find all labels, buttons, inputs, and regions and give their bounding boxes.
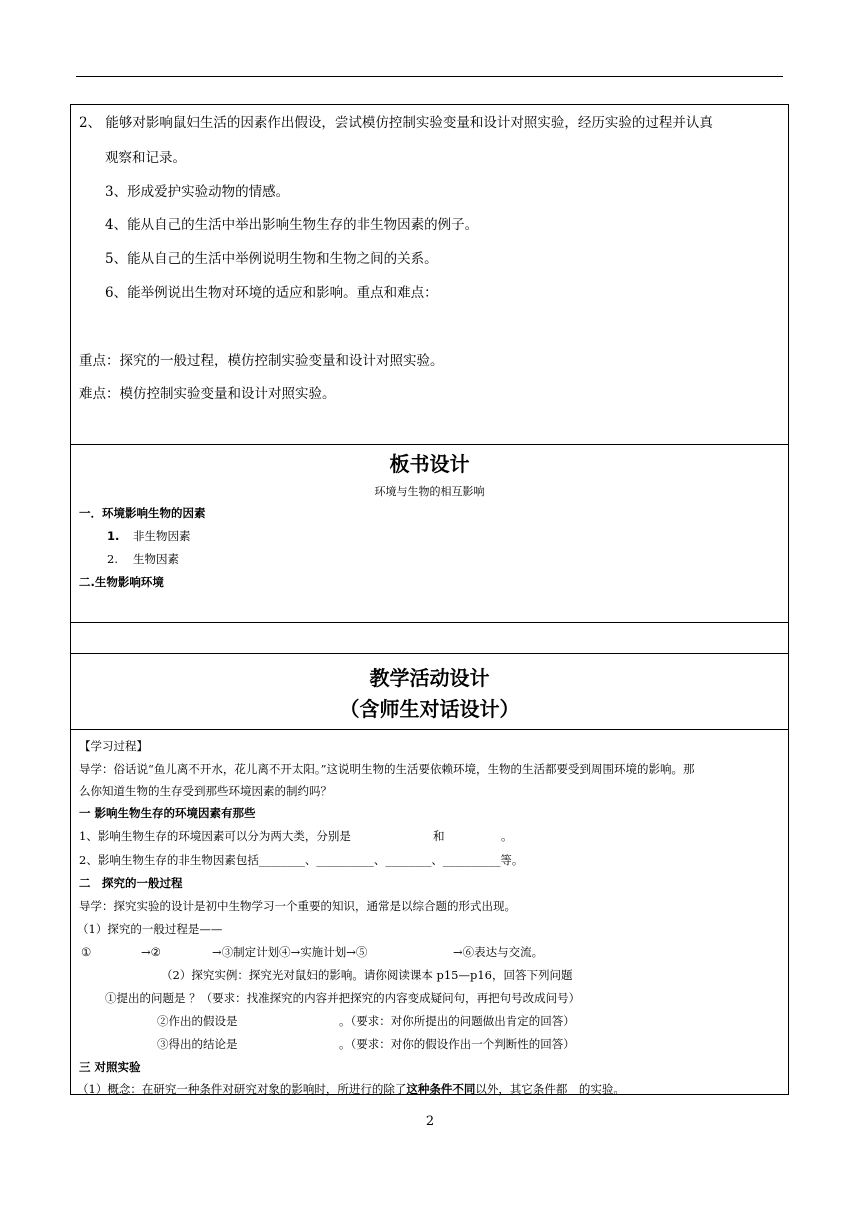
question-c-requirement: 。（要求：对你的假设作出一个判断性的回答）	[339, 1037, 575, 1051]
concept-text-end: 以外，其它条件都 的实验。	[475, 1082, 625, 1096]
divider-activity	[71, 653, 788, 654]
divider-board	[71, 444, 788, 445]
step-3-5: →③制定计划④→实施计划→⑤	[212, 945, 368, 959]
step-2: →②	[141, 945, 161, 959]
board-section1: 一．环境影响生物的因素	[79, 506, 206, 520]
activity-title-line1: 教学活动设计	[369, 666, 490, 690]
header-rule	[76, 76, 783, 77]
question-b: ②作出的假设是	[157, 1014, 238, 1028]
objective-2-line2: 观察和记录。	[105, 150, 186, 166]
question-b-requirement: 。（要求：对你所提出的问题做出肯定的回答）	[339, 1014, 575, 1028]
process-header: 【学习过程】	[79, 739, 148, 753]
section2-question1: （1）探究的一般过程是——	[77, 922, 223, 936]
concept-text: （1）概念：在研究一种条件对研究对象的影响时，所进行的除了	[77, 1082, 407, 1096]
difficulty: 难点：模仿控制实验变量和设计对照实验。	[79, 386, 336, 402]
step-6: →⑥表达与交流。	[453, 945, 544, 959]
step-1: ①	[81, 945, 92, 959]
section1-title: 一 影响生物生存的环境因素有那些	[79, 806, 256, 820]
section3-question1	[77, 1082, 625, 1096]
board-item1-number: 1.	[107, 529, 120, 543]
section3-title: 三 对照实验	[79, 1060, 141, 1074]
process-intro-line2: 么你知道生物的生存受到那些环境因素的制约吗？	[79, 784, 332, 798]
objective-4: 4、能从自己的生活中举出影响生物生存的非生物因素的例子。	[105, 217, 479, 233]
section1-question1: 1、影响生物生存的环境因素可以分为两大类，分别是	[79, 829, 351, 843]
section1-question1-and: 和	[433, 829, 445, 843]
board-item2-number: 2.	[107, 552, 118, 566]
board-section2: 二.生物影响环境	[79, 575, 164, 589]
board-item1: 非生物因素	[133, 529, 191, 543]
key-point: 重点：探究的一般过程，模仿控制实验变量和设计对照实验。	[79, 353, 444, 369]
section2-question2: （2）探究实例：探究光对鼠妇的影响。请你阅读课本 p15—p16，回答下列问题	[161, 968, 573, 982]
section2-title: 二 探究的一般过程	[79, 876, 183, 890]
question-a: ①提出的问题是 ？（要求：找准探究的内容并把探究的内容变成疑问句，再把句号改成问号）	[105, 991, 581, 1005]
process-intro-line1: 导学：俗话说“鱼儿离不开水，花儿离不开太阳。”这说明生物的生活要依赖环境，生物的生活都要受到周围环境的影响。那	[79, 762, 695, 776]
divider-empty-row	[71, 622, 788, 623]
board-item2: 生物因素	[133, 552, 179, 566]
lesson-plan-table	[70, 104, 789, 1095]
objective-3: 3、形成爱护实验动物的情感。	[105, 184, 290, 200]
objective-2-line1: 2、 能够对影响鼠妇生活的因素作出假设，尝试模仿控制实验变量和设计对照实验，经历实验的过程并认真	[79, 115, 713, 131]
section1-question1-end: 。	[501, 829, 513, 843]
section1-question2: 2、影响生物生存的非生物因素包括________、__________、________、__________等。	[79, 853, 524, 867]
board-subtitle: 环境与生物的相互影响	[374, 485, 485, 498]
divider-process	[71, 729, 788, 730]
objective-5: 5、能从自己的生活中举例说明生物和生物之间的关系。	[105, 251, 438, 267]
board-title: 板书设计	[389, 452, 470, 476]
objective-6: 6、能举例说出生物对环境的适应和影响。重点和难点：	[105, 285, 438, 301]
concept-emphasis: 这种条件不同	[406, 1082, 476, 1096]
section2-intro: 导学：探究实验的设计是初中生物学习一个重要的知识，通常是以综合题的形式出现。	[79, 899, 516, 913]
question-c: ③得出的结论是	[157, 1037, 238, 1051]
page-number: 2	[425, 1114, 435, 1129]
activity-title-line2: （含师生对话设计）	[339, 697, 520, 721]
